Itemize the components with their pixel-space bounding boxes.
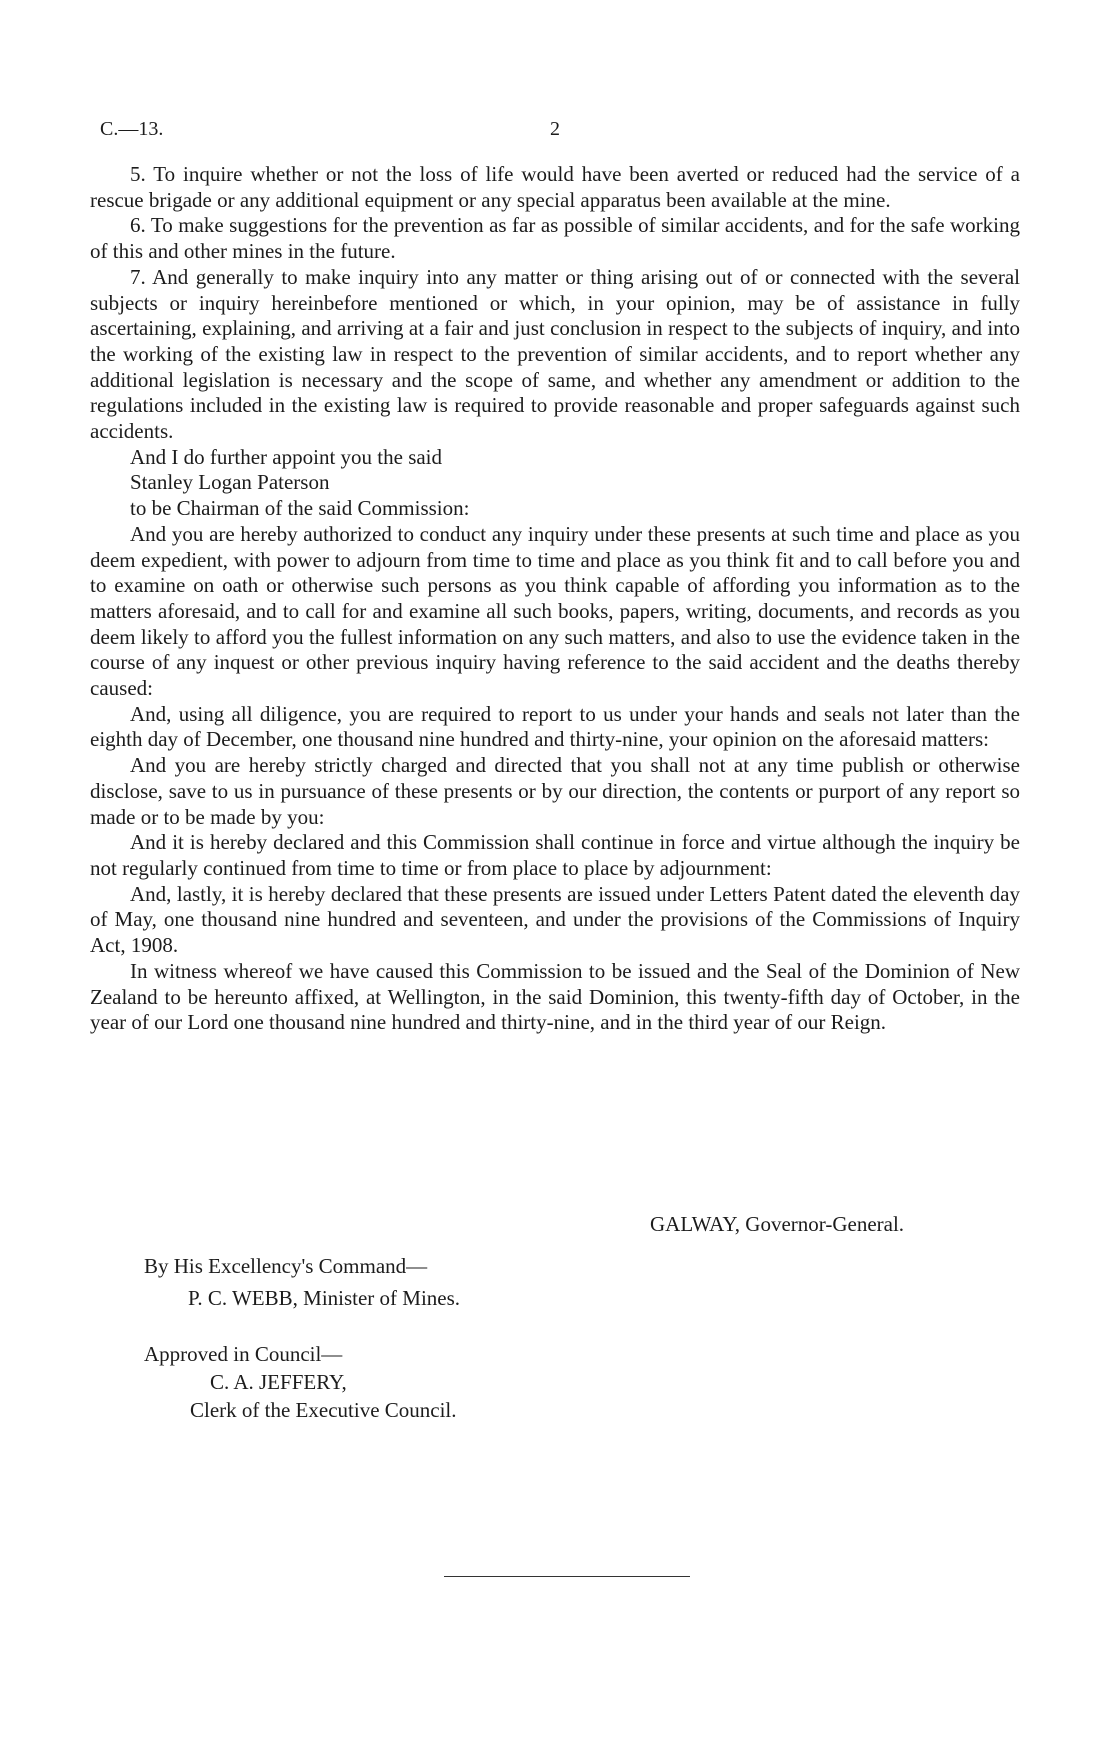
page-number: 2 [550, 118, 560, 140]
closing-rule [444, 1576, 690, 1577]
council-heading: Approved in Council— [144, 1342, 343, 1366]
appointment-paragraph: And I do further appoint you the said [130, 444, 443, 469]
letters-patent-paragraph: And, lastly, it is hereby declared that these presents are issued under Letters Patent dated the eleventh day of May, one thousand nine hundred and seventeen, and under the provisions of the Commissions of Inquiry Act, 1908. [90, 881, 1020, 958]
witness-paragraph: In witness whereof we have caused this Commission to be issued and the Seal of the Dominion of New Zealand to be hereunto affixed, at Wellington, in the said Dominion, this twenty-fifth day of October, in the year of our Lord one thousand nine hundred and thirty-nine, and in the third year of our Reign. [90, 958, 1020, 1035]
report-deadline-paragraph: And, using all diligence, you are required to report to us under your hands and seals not later than the eighth day of December, one thousand nine hundred and thirty-nine, your opinion on the aforesaid matters: [90, 701, 1020, 752]
page-header [100, 118, 1000, 148]
clause-6: 6. To make suggestions for the prevention as far as possible of similar accidents, and for the safe working of this and other mines in the future. [90, 213, 1020, 264]
document-code: C.—13. [100, 118, 164, 140]
document-body [90, 162, 1020, 1036]
clerk-title: Clerk of the Executive Council. [190, 1398, 457, 1422]
command-heading: By His Excellency's Command— [144, 1254, 428, 1278]
chairman-line: to be Chairman of the said Commission: [130, 496, 470, 521]
clause-5: 5. To inquire whether or not the loss of life would have been averted or reduced had the service of a rescue brigade or any additional equipment or any special apparatus been available at the mine. [90, 162, 1020, 212]
clause-7: 7. And generally to make inquiry into any matter or thing arising out of or connected with the several subjects or inquiry hereinbefore mentioned or which, in your opinion, may be of assistance in fully ascertaining, explaining, and arriving at a fair and just conclusion in respect to the subjects of inquiry, and into the working of the existing law in respect to the prevention of similar accidents, and to report whether any additional legislation is necessary and the scope of same, and whether any amendment or addition to the regulations included in the existing law is required to provide reasonable and proper safeguards against such accidents. [90, 264, 1020, 444]
chairman-name: Stanley Logan Paterson [130, 470, 330, 495]
minister-name: P. C. WEBB, Minister of Mines. [188, 1286, 461, 1310]
continuance-paragraph: And it is hereby declared and this Commission shall continue in force and virtue although the inquiry be not regularly continued from time to time or from place to place by adjournment: [90, 830, 1020, 880]
governor-signature: GALWAY, Governor-General. [650, 1212, 905, 1236]
clerk-name: C. A. JEFFERY, [210, 1370, 347, 1394]
confidentiality-paragraph: And you are hereby strictly charged and directed that you shall not at any time publish or otherwise disclose, save to us in pursuance of these presents or by our direction, the contents or purport of any report so made or to be made by you: [90, 753, 1020, 829]
authority-paragraph: And you are hereby authorized to conduct any inquiry under these presents at such time and place as you deem expedient, with power to adjourn from time to time and place as you think fit and to call before you and to examine on oath or otherwise such persons as you think capable of affording you information as to the matters aforesaid, and to call for and examine all such books, papers, writing, documents, and records as you deem likely to afford you the fullest information on any such matters, and also to use the evidence taken in the course of any inquest or other previous inquiry having reference to the said accident and the deaths thereby caused: [90, 521, 1020, 701]
